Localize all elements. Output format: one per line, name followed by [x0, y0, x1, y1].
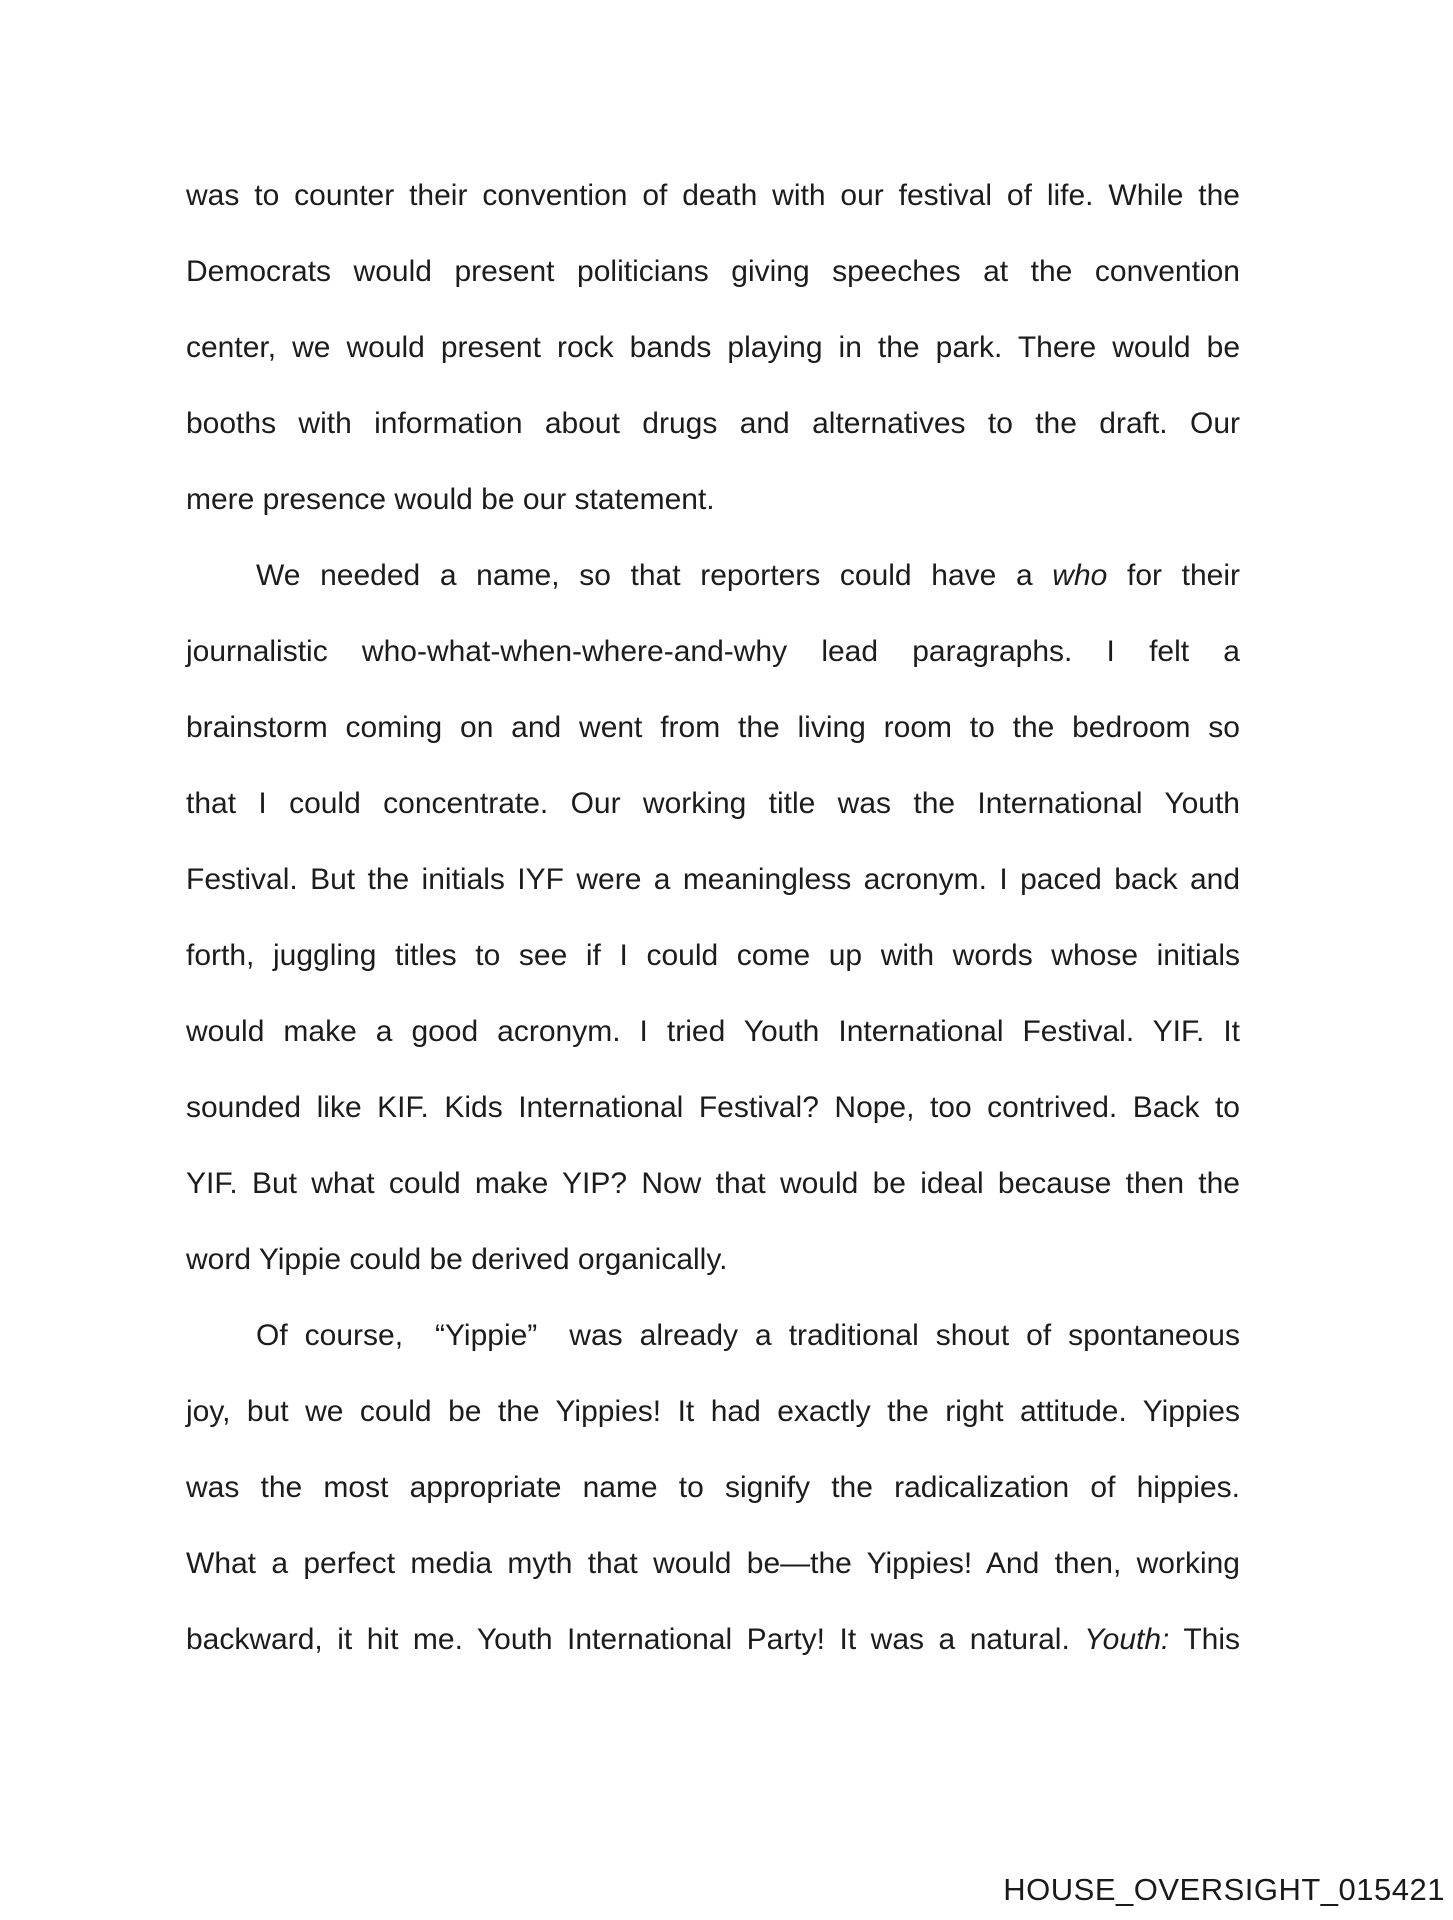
text-line [186, 1526, 1240, 1602]
line-text: journalistic who-what-when-where-and-why lead paragraphs. I felt a [186, 635, 1240, 668]
line-text: center, we would present rock bands playing in the park. There would be [186, 331, 1240, 364]
line-text: Democrats would present politicians giving speeches at the convention [186, 255, 1240, 288]
line-text: What a perfect media myth that would be—the Yippies! And then, working [186, 1547, 1240, 1580]
line-text: that I could concentrate. Our working title was the International Youth [186, 787, 1240, 820]
line-text: This [1169, 1623, 1241, 1656]
line-text: backward, it hit me. Youth International Party! It was a natural. [186, 1623, 1085, 1656]
text-line [186, 1602, 1240, 1678]
italic-text: Youth: [1084, 1623, 1170, 1656]
line-text: was to counter their convention of death with our festival of life. While the [186, 179, 1240, 212]
text-line [186, 310, 1240, 386]
text-line [186, 994, 1240, 1070]
italic-text: who [1052, 559, 1108, 592]
text-line [186, 842, 1240, 918]
line-text: forth, juggling titles to see if I could come up with words whose initials [186, 939, 1240, 972]
text-line [186, 614, 1240, 690]
text-line [186, 1298, 1240, 1374]
line-text: joy, but we could be the Yippies! It had exactly the right attitude. Yippies [186, 1395, 1240, 1428]
text-line [186, 690, 1240, 766]
text-line [186, 1222, 1240, 1298]
text-line [186, 462, 1240, 538]
text-line [186, 234, 1240, 310]
line-text: booths with information about drugs and alternatives to the draft. Our [186, 407, 1240, 440]
bates-stamp-watermark: HOUSE_OVERSIGHT_015421 [1003, 1872, 1445, 1907]
text-line [186, 918, 1240, 994]
line-text: Of course, “Yippie” was already a traditional shout of spontaneous [256, 1319, 1240, 1352]
line-text: sounded like KIF. Kids International Festival? Nope, too contrived. Back to [186, 1091, 1240, 1124]
line-text: Festival. But the initials IYF were a meaningless acronym. I paced back and [186, 863, 1240, 896]
line-text: We needed a name, so that reporters could have a [256, 559, 1053, 592]
text-block [186, 158, 1240, 1678]
text-line [186, 158, 1240, 234]
text-line [186, 386, 1240, 462]
text-line [186, 1374, 1240, 1450]
text-line [186, 1146, 1240, 1222]
line-text: brainstorm coming on and went from the living room to the bedroom so [186, 711, 1240, 744]
text-line [186, 538, 1240, 614]
line-text: would make a good acronym. I tried Youth International Festival. YIF. It [186, 1015, 1240, 1048]
text-line [186, 1450, 1240, 1526]
line-text: was the most appropriate name to signify the radicalization of hippies. [186, 1471, 1240, 1504]
line-text: YIF. But what could make YIP? Now that would be ideal because then the [186, 1167, 1240, 1200]
line-text: for their [1107, 559, 1240, 592]
line-text: word Yippie could be derived organically. [186, 1243, 728, 1276]
text-line [186, 1070, 1240, 1146]
text-line [186, 766, 1240, 842]
line-text: mere presence would be our statement. [186, 483, 715, 516]
